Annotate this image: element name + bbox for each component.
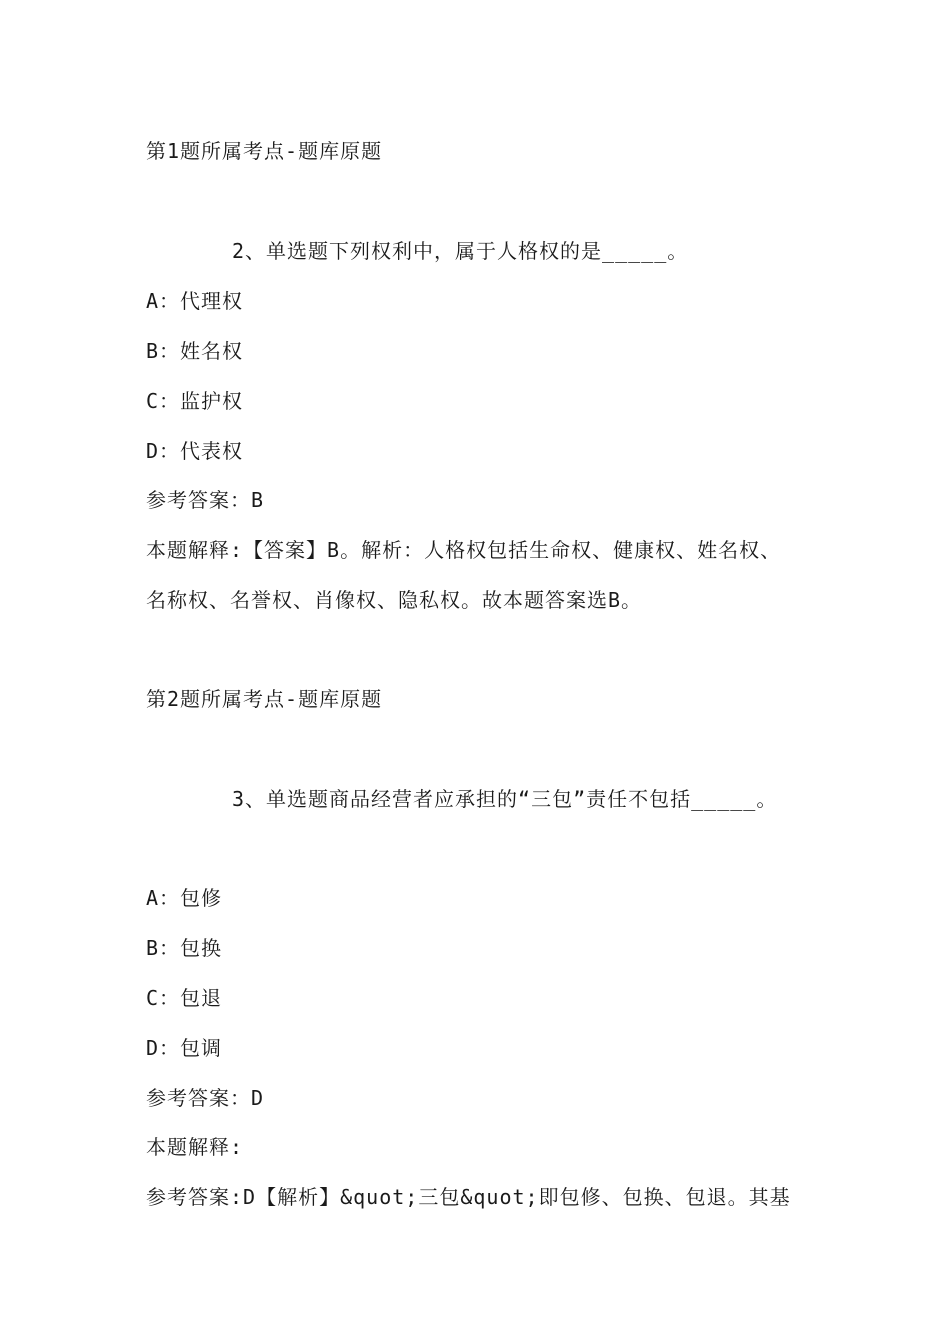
section-header-1: 第1题所属考点-题库原题 (146, 139, 383, 163)
section-header-2: 第2题所属考点-题库原题 (146, 687, 383, 711)
question-2-option-a: A：代理权 (146, 289, 244, 313)
question-2-explanation-line-1: 本题解释:【答案】B。解析：人格权包括生命权、健康权、姓名权、 (146, 538, 782, 562)
question-3-explanation-label: 本题解释: (146, 1135, 244, 1159)
question-3-option-d: D：包调 (146, 1036, 223, 1060)
question-2-option-d: D：代表权 (146, 439, 244, 463)
question-3-option-a: A：包修 (146, 886, 223, 910)
question-2-option-b: B：姓名权 (146, 339, 244, 363)
question-2-option-c: C：监护权 (146, 389, 244, 413)
question-2-answer: 参考答案：B (146, 488, 265, 512)
question-3-answer: 参考答案：D (146, 1086, 265, 1110)
question-2-stem: 2、单选题下列权利中，属于人格权的是_____。 (232, 239, 689, 263)
question-3-option-c: C：包退 (146, 986, 223, 1010)
question-3-explanation-line-1: 参考答案:D【解析】&quot;三包&quot;即包修、包换、包退。其基 (146, 1185, 791, 1209)
question-3-option-b: B：包换 (146, 936, 223, 960)
question-3-stem: 3、单选题商品经营者应承担的“三包”责任不包括_____。 (232, 787, 778, 811)
question-2-explanation-line-2: 名称权、名誉权、肖像权、隐私权。故本题答案选B。 (146, 588, 643, 612)
